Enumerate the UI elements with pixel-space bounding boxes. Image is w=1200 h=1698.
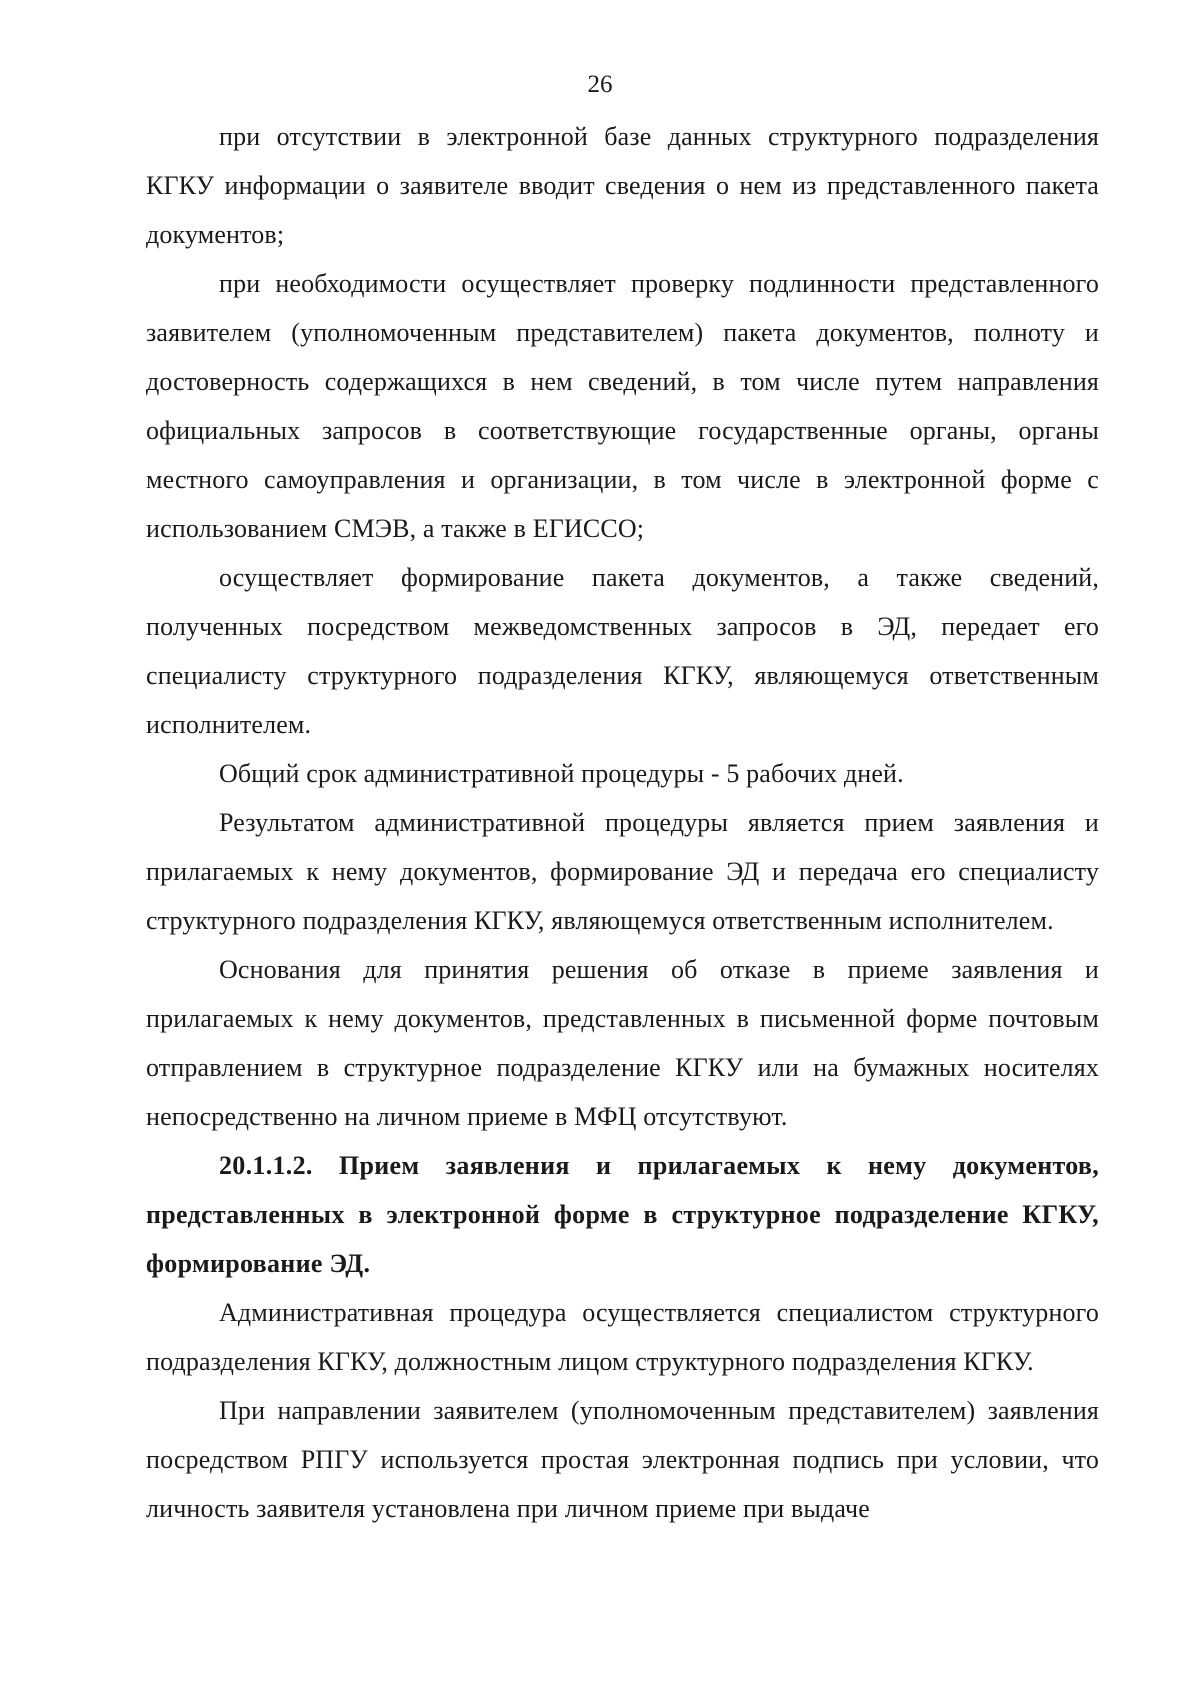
- section-heading-number: 20.1.1.2.: [219, 1151, 313, 1180]
- section-heading-text: Прием заявления и прилагаемых к нему документов, представленных в электронной форме в структурное подразделение КГКУ, формирование ЭД.: [146, 1151, 1099, 1278]
- paragraph-procedure-term: Общий срок административной процедуры - 5 рабочих дней.: [219, 759, 904, 788]
- document-body: [146, 112, 1099, 1533]
- section-heading: [146, 1141, 1099, 1288]
- paragraph-procedure-result: Результатом административной процедуры является прием заявления и прилагаемых к нему документов, формирование ЭД и передача его специалисту структурного подразделения КГКУ, являющемуся ответственным исполнителем.: [146, 808, 1099, 935]
- paragraph-procedure-performer: Административная процедура осуществляется специалистом структурного подразделения КГКУ, должностным лицом структурного подразделения КГКУ.: [146, 1298, 1099, 1376]
- paragraph-refusal-grounds: Основания для принятия решения об отказе в приеме заявления и прилагаемых к нему документов, представленных в письменной форме почтовым отправлением в структурное подразделение КГКУ или на бумажных носителях непосредственно на личном приеме в МФЦ отсутствуют.: [146, 955, 1099, 1131]
- paragraph-electronic-signature: При направлении заявителем (уполномоченным представителем) заявления посредством РПГУ используется простая электронная подпись при условии, что личность заявителя установлена при личном приеме при выдаче: [146, 1396, 1099, 1523]
- paragraph-package-formation: осуществляет формирование пакета документов, а также сведений, полученных посредством межведомственных запросов в ЭД, передает его специалисту структурного подразделения КГКУ, являющемуся ответственным исполнителем.: [146, 563, 1099, 739]
- page-number: 26: [587, 71, 613, 98]
- paragraph-electronic-database: при отсутствии в электронной базе данных структурного подразделения КГКУ информации о заявителе вводит сведения о нем из представленного пакета документов;: [146, 122, 1099, 249]
- paragraph-authenticity-check: при необходимости осуществляет проверку подлинности представленного заявителем (уполномоченным представителем) пакета документов, полноту и достоверность содержащихся в нем сведений, в том числе путем направления официальных запросов в соответствующие государственные органы, органы местного самоуправления и организации, в том числе в электронной форме с использованием СМЭВ, а также в ЕГИССО;: [146, 269, 1099, 543]
